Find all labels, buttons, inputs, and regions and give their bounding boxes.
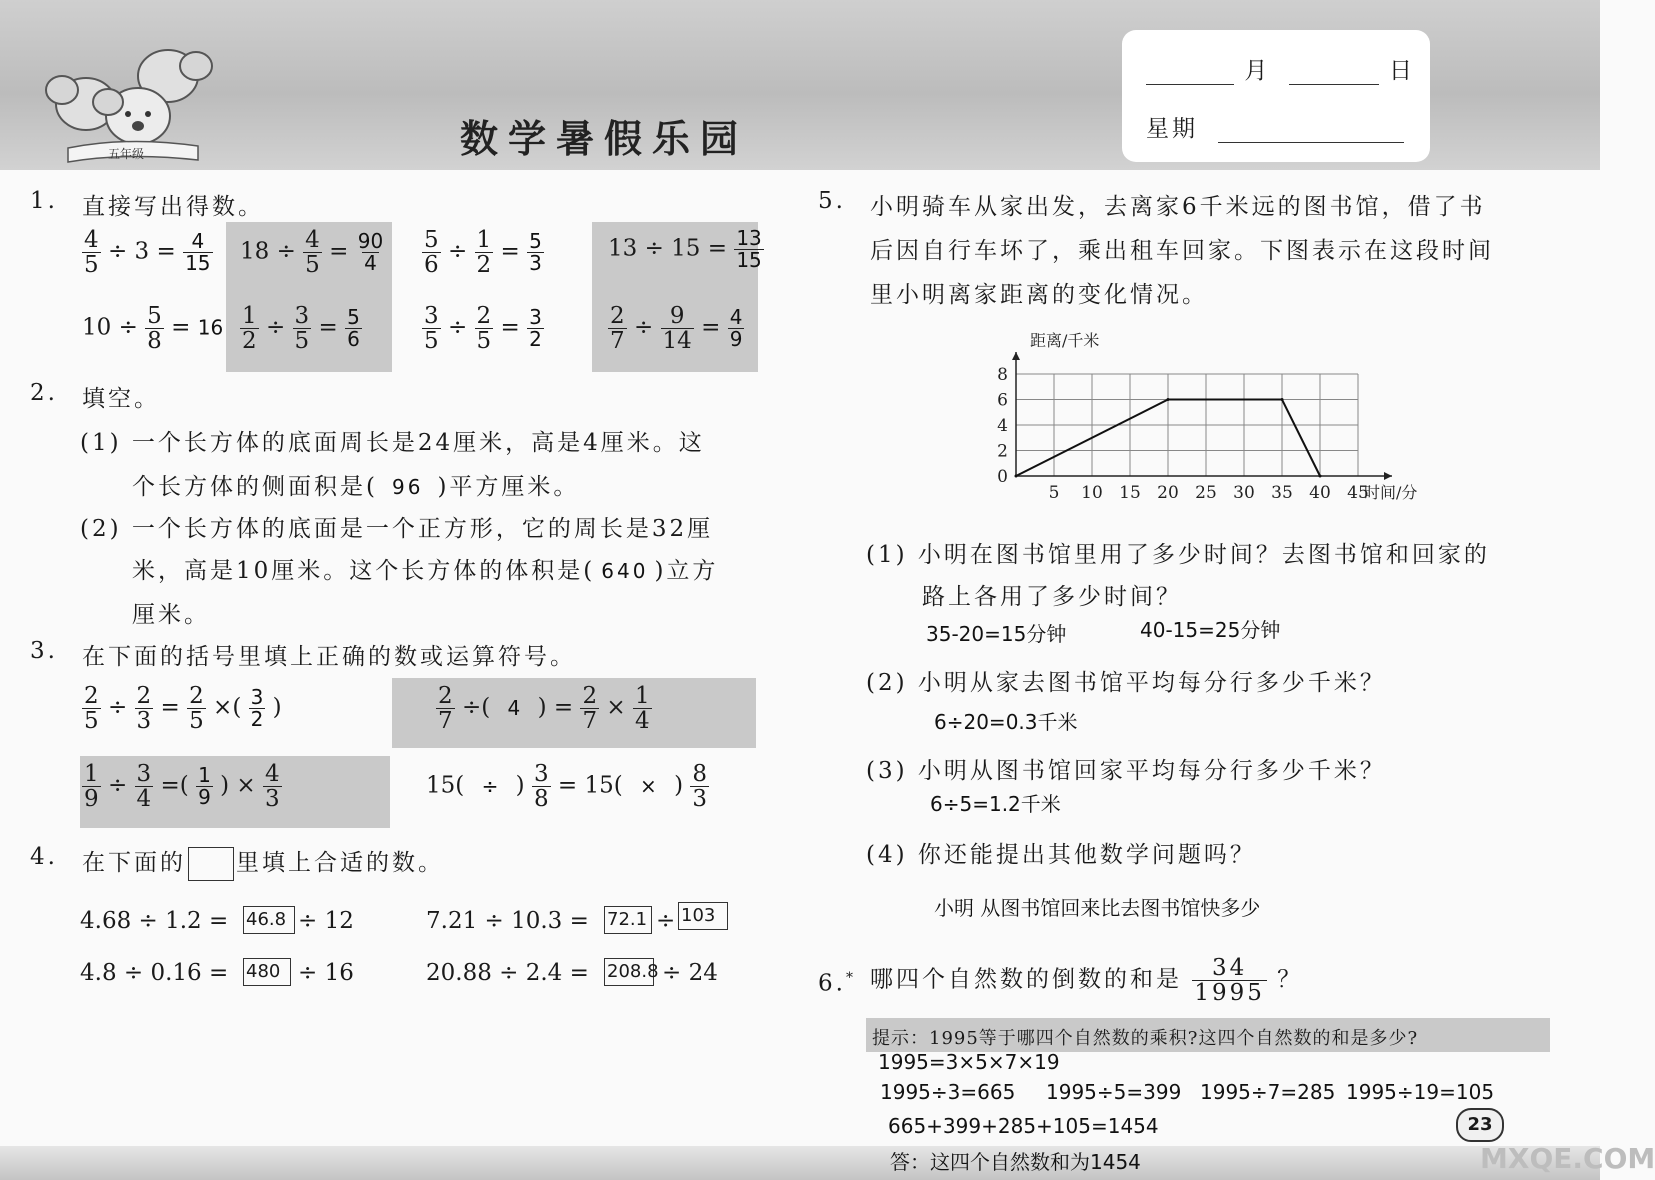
q5-sub4: (4) 你还能提出其他数学问题吗？ — [866, 842, 1256, 868]
q4-instruction: 在下面的 里填上合适的数。 — [82, 844, 444, 881]
y-tick-label: 8 — [997, 365, 1008, 385]
q6-number: 6.* — [818, 970, 856, 997]
q2-part2-line1: (2) 一个长方体的底面是一个正方形，它的周长是32厘 — [80, 516, 714, 542]
q4-r1a-end: ÷ 12 — [298, 908, 354, 934]
q5-line3: 里小明离家距离的变化情况。 — [870, 282, 1208, 308]
q2-part2-line3: 厘米。 — [132, 602, 210, 628]
q5-number: 5. — [818, 188, 846, 214]
data-point — [1319, 475, 1322, 478]
q1-item: 10 ÷ $\frac{5}{8}$ = 16 — [82, 303, 224, 355]
y-axis-label: 距离/千米 — [1030, 331, 1100, 350]
q6-question: 哪四个自然数的倒数的和是 $\frac{34}{1995}$ ？ — [870, 955, 1304, 1007]
data-point — [1167, 398, 1170, 401]
q1-number: 1. — [30, 188, 58, 214]
y-axis-arrow-icon — [1012, 352, 1020, 360]
q3-item-b: $\frac{2}{7}$ ÷( 4 ) = $\frac{2}{7}$ × $\frac{1}{4}$ — [438, 683, 650, 735]
data-point — [1015, 475, 1018, 478]
q2-instruction: 填空。 — [82, 386, 160, 412]
x-tick-label: 5 — [1048, 483, 1060, 503]
q2-part1-answer: 96 — [391, 475, 424, 499]
q4-r1a-answer-box[interactable]: 46.8 — [243, 906, 295, 934]
q2-part1-line1: (1) 一个长方体的底面周长是24厘米，高是4厘米。这 — [80, 430, 705, 456]
q2-part2-line2: 米，高是10厘米。这个长方体的体积是( 640 )立方 — [132, 558, 719, 584]
q2-number: 2. — [30, 380, 58, 406]
q5-sub1-answer2: 40-15=25分钟 — [1140, 618, 1281, 642]
x-tick-label: 15 — [1119, 483, 1141, 503]
q4-number: 4. — [30, 844, 58, 870]
date-box — [1122, 30, 1430, 162]
q4-r2b: 20.88 ÷ 2.4 = — [426, 960, 589, 986]
q4-r1b-answer-box[interactable]: 72.1 — [604, 906, 652, 934]
weekday-blank[interactable] — [1218, 120, 1404, 143]
q1-item: $\frac{5}{6}$ ÷ $\frac{1}{2}$ = $\frac{5}{3}$ — [424, 227, 542, 279]
q4-r1a: 4.68 ÷ 1.2 = — [80, 908, 229, 934]
q1-item: $\frac{3}{5}$ ÷ $\frac{2}{5}$ = $\frac{3}{2}$ — [424, 303, 542, 355]
q4-r1b-answer-box-2[interactable]: 103 — [678, 902, 728, 930]
q5-line1: 小明骑车从家出发，去离家6千米远的图书馆，借了书 — [870, 194, 1486, 220]
q4-r2a: 4.8 ÷ 0.16 = — [80, 960, 229, 986]
q2-part1-line2: 个长方体的侧面积是( 96 )平方厘米。 — [132, 474, 580, 500]
q6-answer-quot2: 1995÷5=399 — [1046, 1080, 1182, 1104]
q5-sub3-answer: 6÷5=1.2千米 — [930, 792, 1061, 816]
watermark-text: MXQE.COM — [1480, 1142, 1655, 1175]
q1-item: $\frac{4}{5}$ ÷ 3 = $\frac{4}{15}$ — [84, 227, 211, 279]
q6-answer-quot4: 1995÷19=105 — [1346, 1080, 1495, 1104]
x-tick-label: 40 — [1309, 483, 1331, 503]
q6-answer-final: 答：这四个自然数和为1454 — [890, 1150, 1141, 1174]
q4-r1b: 7.21 ÷ 10.3 = — [426, 908, 589, 934]
q5-line2: 后因自行车坏了，乘出租车回家。下图表示在这段时间 — [870, 238, 1494, 264]
q4-r2a-answer-box[interactable]: 480 — [243, 958, 291, 986]
grade-label: 五年级 — [108, 147, 145, 161]
blank-box-icon — [188, 847, 234, 881]
x-tick-label: 20 — [1157, 483, 1179, 503]
y-tick-label: 0 — [997, 467, 1008, 487]
weekday-line — [1146, 110, 1404, 143]
page-number-badge: 23 — [1456, 1108, 1504, 1142]
q1-item: $\frac{2}{7}$ ÷ $\frac{9}{14}$ = $\frac{4}{9}$ — [610, 303, 743, 355]
x-axis-label: 时间/分 — [1364, 483, 1418, 502]
q4-r2a-end: ÷ 16 — [298, 960, 354, 986]
q5-sub2: (2) 小明从家去图书馆平均每分行多少千米？ — [866, 670, 1386, 696]
x-tick-label: 35 — [1271, 483, 1293, 503]
x-tick-label: 25 — [1195, 483, 1217, 503]
y-tick-label: 2 — [997, 441, 1008, 462]
distance-time-chart — [970, 330, 1440, 510]
month-day-line — [1146, 52, 1415, 85]
day-blank[interactable] — [1289, 62, 1379, 85]
q5-sub1-line2: 路上各用了多少时间？ — [922, 584, 1182, 610]
y-tick-label: 6 — [997, 390, 1008, 411]
x-tick-label: 10 — [1081, 483, 1103, 503]
q5-sub4-answer: 小明 从图书馆回来比去图书馆快多少 — [934, 896, 1261, 920]
x-axis-arrow-icon — [1384, 472, 1392, 480]
x-tick-label: 30 — [1233, 483, 1255, 503]
y-tick-label: 4 — [997, 416, 1008, 436]
koala-mascot-icon — [28, 36, 228, 166]
weekday-label: 星期 — [1146, 116, 1198, 142]
month-label: 月 — [1244, 58, 1271, 84]
q2-part2-answer: 640 — [601, 559, 649, 583]
q3-item-d: 15( ÷ ) $\frac{3}{8}$ = 15( × ) $\frac{8}{3}$ — [426, 761, 708, 813]
q1-item: 13 ÷ 15 = $\frac{13}{15}$ — [608, 226, 762, 272]
q3-instruction: 在下面的括号里填上正确的数或运算符号。 — [82, 644, 576, 670]
footer-band — [0, 1146, 1600, 1180]
month-blank[interactable] — [1146, 62, 1234, 85]
q1-instruction: 直接写出得数。 — [82, 194, 264, 220]
x-tick-label: 45 — [1347, 483, 1369, 503]
q5-sub3: (3) 小明从图书馆回家平均每分行多少千米？ — [866, 758, 1386, 784]
q3-item-c: $\frac{1}{9}$ ÷ $\frac{3}{4}$ =( $\frac{1}{9}$ ) × $\frac{4}{3}$ — [84, 761, 280, 813]
page-title: 数学暑假乐园 — [460, 117, 749, 161]
q6-hint: 提示：1995等于哪四个自然数的乘积?这四个自然数的和是多少? — [872, 1028, 1419, 1049]
q4-r1b-op: ÷ — [656, 908, 676, 934]
q6-answer-line1: 1995=3×5×7×19 — [878, 1050, 1060, 1074]
q1-item: 18 ÷ $\frac{4}{5}$ = $\frac{90}{4}$ — [240, 227, 384, 279]
q6-answer-sum: 665+399+285+105=1454 — [888, 1114, 1159, 1138]
day-label: 日 — [1388, 58, 1415, 84]
q1-item: $\frac{1}{2}$ ÷ $\frac{3}{5}$ = $\frac{5}{6}$ — [242, 303, 360, 355]
q4-r2b-answer-box[interactable]: 208.8 — [604, 958, 654, 986]
q5-sub1-answer1: 35-20=15分钟 — [926, 622, 1067, 646]
q6-answer-quot3: 1995÷7=285 — [1200, 1080, 1336, 1104]
q6-answer-quot1: 1995÷3=665 — [880, 1080, 1016, 1104]
data-point — [1281, 398, 1284, 401]
q4-r2b-end: ÷ 24 — [662, 960, 718, 986]
q3-item-a: $\frac{2}{5}$ ÷ $\frac{2}{3}$ = $\frac{2}{5}$ ×( $\frac{3}{2}$ ) — [84, 683, 282, 735]
q5-sub1-line1: (1) 小明在图书馆里用了多少时间？去图书馆和回家的 — [866, 542, 1490, 568]
q3-number: 3. — [30, 638, 58, 664]
q5-sub2-answer: 6÷20=0.3千米 — [934, 710, 1078, 734]
